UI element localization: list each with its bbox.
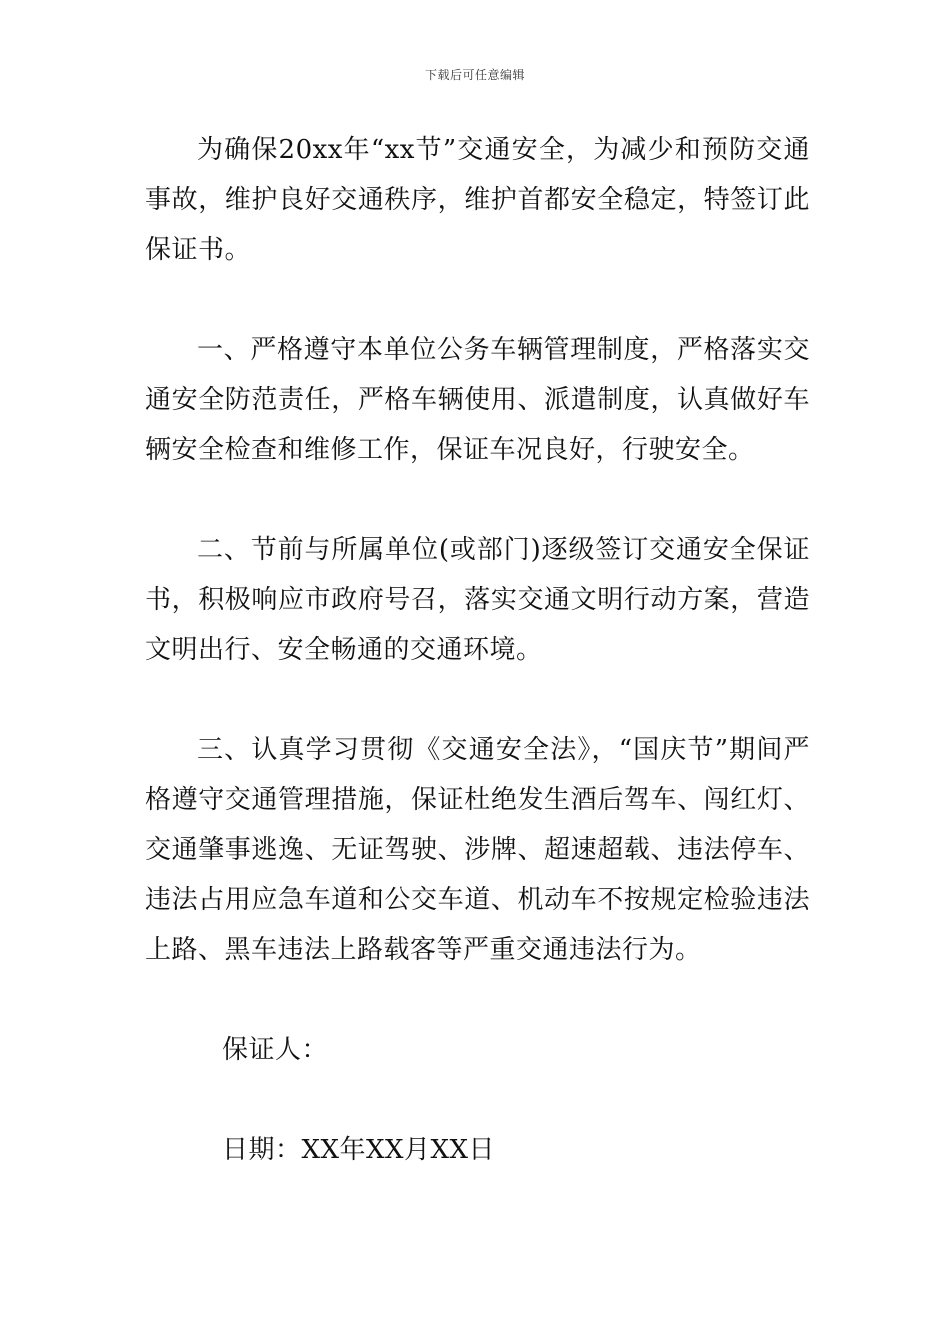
intro-paragraph: 为确保20xx年“xx节”交通安全，为减少和预防交通事故，维护良好交通秩序，维护首都安全稳定，特签订此保证书。 [145,135,810,265]
date-label: 日期：XX年XX月XX日 [222,1135,496,1165]
clause-one-paragraph: 一、严格遵守本单位公务车辆管理制度，严格落实交通安全防范责任，严格车辆使用、派遣制度，认真做好车辆安全检查和维修工作，保证车况良好，行驶安全。 [145,335,810,465]
clause-two-paragraph: 二、节前与所属单位(或部门)逐级签订交通安全保证书，积极响应市政府号召，落实交通文明行动方案，营造文明出行、安全畅通的交通环境。 [145,535,810,665]
clause-three-paragraph: 三、认真学习贯彻《交通安全法》，“国庆节”期间严格遵守交通管理措施，保证杜绝发生酒后驾车、闯红灯、交通肇事逃逸、无证驾驶、涉牌、超速超载、违法停车、违法占用应急车道和公交车道、机动车不按规定检验违法上路、黑车违法上路载客等严重交通违法行为。 [145,735,810,965]
document-body [145,125,810,1175]
header-note: 下载后可任意编辑 [424,68,525,82]
signer-label: 保证人： [222,1035,329,1065]
